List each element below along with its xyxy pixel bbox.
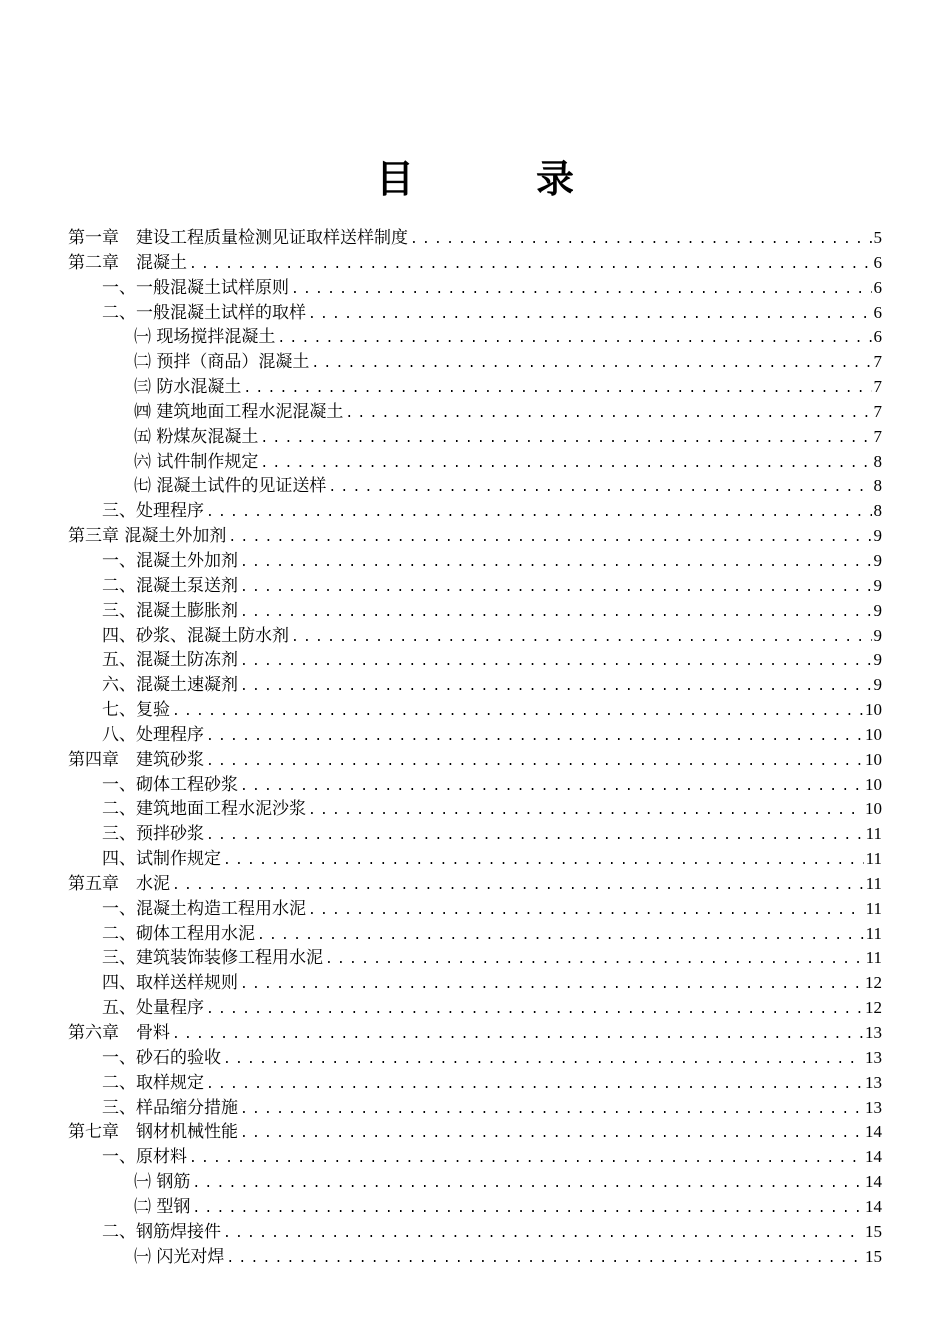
toc-entry-label: 一、混凝土构造工程用水泥: [102, 898, 306, 919]
dot-leader: [291, 278, 872, 302]
toc-entry[interactable]: [68, 301, 882, 326]
toc-page-number: 7: [873, 377, 882, 397]
dot-leader: [226, 1247, 863, 1271]
toc-entry-label: 四、试制作规定: [102, 849, 221, 870]
toc-entry-label: 第四章 建筑砂浆: [68, 749, 204, 770]
toc-entry-label: 三、样品缩分措施: [102, 1097, 238, 1118]
toc-entry[interactable]: [68, 996, 882, 1021]
toc-entry[interactable]: [68, 524, 882, 549]
toc-page-number: 9: [873, 550, 882, 570]
dot-leader: [192, 1172, 863, 1196]
dot-leader: [189, 1147, 863, 1171]
toc-entry-label: 第二章 混凝土: [68, 252, 187, 273]
toc-entry[interactable]: [68, 325, 882, 350]
dot-leader: [308, 799, 863, 823]
toc-entry-label: ㈣ 建筑地面工程水泥混凝土: [134, 401, 344, 422]
toc-entry[interactable]: [68, 1021, 882, 1046]
toc-entry[interactable]: [68, 1170, 882, 1195]
toc-entry-label: 二、一般混凝土试样的取样: [102, 302, 306, 323]
dot-leader: [240, 576, 872, 600]
toc-page-number: 7: [873, 426, 882, 446]
toc-page-number: 10: [865, 774, 882, 794]
toc-entry[interactable]: [68, 1145, 882, 1170]
toc-entry-label: 四、砂浆、混凝土防水剂: [102, 625, 289, 646]
toc-page-number: 11: [865, 873, 882, 893]
dot-leader: [260, 427, 871, 451]
toc-page-number: 6: [873, 252, 882, 272]
toc-entry-label: 四、取样送样规则: [102, 973, 238, 994]
toc-entry[interactable]: [68, 1195, 882, 1220]
toc-entry-label: 二、建筑地面工程水泥沙浆: [102, 799, 306, 820]
toc-page-number: 10: [865, 724, 882, 744]
toc-page-number: 9: [873, 650, 882, 670]
toc-page-number: 8: [873, 476, 882, 496]
toc-entry-label: ㈠ 闪光对焊: [134, 1246, 225, 1267]
toc-page-number: 6: [873, 277, 882, 297]
toc-entry-label: ㈠ 现场搅拌混凝土: [134, 327, 276, 348]
dot-leader: [172, 874, 864, 898]
toc-page-number: 9: [873, 625, 882, 645]
toc-entry-label: 第六章 骨料: [68, 1023, 170, 1043]
toc-page-number: 9: [873, 575, 882, 595]
dot-leader: [240, 601, 872, 625]
toc-entry-label: 三、预拌砂浆: [102, 824, 204, 845]
toc-page-number: 7: [873, 401, 882, 421]
dot-leader: [223, 1048, 863, 1072]
dot-leader: [228, 526, 871, 550]
dot-leader: [206, 750, 863, 774]
toc-entry[interactable]: [68, 946, 882, 971]
toc-page-number: 8: [873, 501, 882, 521]
toc-entry[interactable]: [68, 1220, 882, 1245]
toc-entry-label: ㈥ 试件制作规定: [134, 451, 259, 472]
toc-entry[interactable]: [68, 599, 882, 624]
toc-page-number: 12: [865, 973, 882, 993]
toc-page-number: 6: [873, 302, 882, 322]
dot-leader: [325, 948, 864, 972]
toc-entry[interactable]: [68, 425, 882, 450]
dot-leader: [240, 1098, 863, 1122]
toc-entry-label: 二、钢筋焊接件: [102, 1221, 221, 1242]
toc-entry-label: ㈠ 钢筋: [134, 1172, 191, 1193]
toc-entry-label: 一、一般混凝土试样原则: [102, 277, 289, 298]
dot-leader: [240, 1122, 863, 1146]
toc-entry[interactable]: [68, 1046, 882, 1071]
toc-page-number: 7: [873, 352, 882, 372]
toc-entry-label: ㈢ 防水混凝土: [134, 377, 242, 398]
toc-entry[interactable]: [68, 773, 882, 798]
toc-page-number: 13: [865, 1023, 882, 1042]
dot-leader: [257, 924, 864, 948]
toc-page-number: 9: [873, 675, 882, 695]
dot-leader: [240, 650, 872, 674]
toc-entry[interactable]: [68, 797, 882, 822]
toc-page-number: 6: [873, 327, 882, 347]
toc-page-number: 13: [865, 1047, 882, 1067]
dot-leader: [240, 675, 872, 699]
toc-entry-label: 第一章 建设工程质量检测见证取样送样制度: [68, 228, 408, 248]
dot-leader: [291, 626, 872, 650]
toc-entry[interactable]: [68, 897, 882, 922]
toc-entry[interactable]: [68, 872, 882, 897]
toc-page-number: 14: [865, 1172, 882, 1192]
toc-page-number: 11: [865, 898, 882, 918]
toc-entry-label: 一、混凝土外加剂: [102, 550, 238, 571]
toc-entry-label: 第七章 钢材机械性能: [68, 1122, 238, 1143]
toc-entry[interactable]: [68, 276, 882, 301]
dot-leader: [410, 228, 872, 252]
toc-entry[interactable]: [68, 748, 882, 773]
toc-page-number: 9: [873, 600, 882, 620]
toc-page-number: 15: [865, 1246, 882, 1266]
dot-leader: [192, 1197, 863, 1221]
dot-leader: [206, 725, 863, 749]
toc-entry-label: ㈡ 型钢: [134, 1196, 191, 1217]
toc-page-number: 15: [865, 1221, 882, 1241]
toc-entry-label: 一、砌体工程砂浆: [102, 774, 238, 795]
dot-leader: [243, 377, 871, 401]
toc-page-number: 12: [865, 998, 882, 1018]
page-title: 目 录: [375, 157, 616, 201]
toc-page-number: 9: [873, 526, 882, 546]
toc-page-number: 11: [865, 948, 882, 968]
toc-entry-label: 一、砂石的验收: [102, 1047, 221, 1068]
toc-entry-label: 二、混凝土泵送剂: [102, 575, 238, 596]
toc-entry-label: 六、混凝土速凝剂: [102, 675, 238, 696]
toc-entry[interactable]: [68, 1071, 882, 1096]
toc-entry[interactable]: [68, 400, 882, 425]
dot-leader: [206, 501, 872, 525]
toc-entry-label: 三、混凝土膨胀剂: [102, 600, 238, 621]
toc-entry[interactable]: [68, 698, 882, 723]
toc-page-number: 13: [865, 1097, 882, 1117]
toc-entry[interactable]: [68, 499, 882, 524]
dot-leader: [223, 1222, 863, 1246]
toc-entry[interactable]: [68, 474, 882, 499]
toc-entry-label: 七、复验: [102, 700, 170, 721]
dot-leader: [240, 775, 863, 799]
toc-entry[interactable]: [68, 350, 882, 375]
toc-entry-label: 五、处量程序: [102, 998, 204, 1019]
toc-page-number: 14: [865, 1122, 882, 1142]
toc-entry[interactable]: [68, 971, 882, 996]
toc-entry-label: 五、混凝土防冻剂: [102, 650, 238, 671]
toc-entry-label: ㈦ 混凝土试件的见证送样: [134, 476, 327, 497]
toc-page-number: 8: [873, 451, 882, 471]
dot-leader: [172, 1023, 863, 1047]
toc-entry[interactable]: [68, 822, 882, 847]
toc-page-number: 14: [865, 1147, 882, 1167]
toc-entry-label: ㈡ 预拌（商品）混凝土: [134, 352, 310, 373]
toc-entry[interactable]: [68, 847, 882, 872]
toc-entry-label: 二、砌体工程用水泥: [102, 923, 255, 944]
dot-leader: [206, 824, 864, 848]
toc-entry[interactable]: [68, 574, 882, 599]
dot-leader: [311, 352, 871, 376]
toc-entry-label: 八、处理程序: [102, 724, 204, 745]
toc-page-number: 11: [865, 849, 882, 869]
dot-leader: [345, 402, 871, 426]
dot-leader: [172, 700, 863, 724]
dot-leader: [189, 253, 872, 277]
toc-page-number: 10: [865, 700, 882, 720]
dot-leader: [308, 303, 872, 327]
toc-entry-label: 第五章 水泥: [68, 873, 170, 894]
toc-page-number: 11: [865, 923, 882, 943]
dot-leader: [277, 327, 871, 351]
toc-entry[interactable]: [68, 549, 882, 574]
toc-entry-label: 第三章 混凝土外加剂: [68, 526, 227, 547]
toc-entry[interactable]: [68, 723, 882, 748]
dot-leader: [328, 476, 871, 500]
toc-entry[interactable]: [68, 624, 882, 649]
toc-page-number: 10: [865, 749, 882, 769]
table-of-contents: [68, 226, 882, 1269]
toc-entry-label: 二、取样规定: [102, 1072, 204, 1093]
toc-page-number: 5: [873, 228, 882, 247]
toc-entry[interactable]: [68, 1096, 882, 1121]
toc-entry[interactable]: [68, 375, 882, 400]
toc-entry[interactable]: [68, 648, 882, 673]
dot-leader: [240, 973, 863, 997]
toc-entry-label: ㈤ 粉煤灰混凝土: [134, 426, 259, 447]
toc-page-number: 13: [865, 1072, 882, 1092]
toc-entry-label: 三、建筑装饰装修工程用水泥: [102, 948, 323, 969]
toc-entry[interactable]: [68, 450, 882, 475]
dot-leader: [260, 452, 871, 476]
dot-leader: [206, 1073, 863, 1097]
toc-entry[interactable]: [68, 673, 882, 698]
toc-entry-label: 一、原材料: [102, 1147, 187, 1168]
dot-leader: [240, 551, 872, 575]
dot-leader: [223, 849, 864, 873]
toc-entry[interactable]: [68, 226, 882, 251]
dot-leader: [308, 899, 864, 923]
toc-entry[interactable]: [68, 251, 882, 276]
dot-leader: [206, 998, 863, 1022]
toc-entry[interactable]: [68, 922, 882, 947]
toc-entry-label: 三、处理程序: [102, 501, 204, 522]
toc-entry[interactable]: [68, 1245, 882, 1270]
toc-page-number: 11: [865, 824, 882, 844]
toc-page-number: 14: [865, 1196, 882, 1216]
toc-page-number: 10: [865, 799, 882, 819]
toc-entry[interactable]: [68, 1120, 882, 1145]
